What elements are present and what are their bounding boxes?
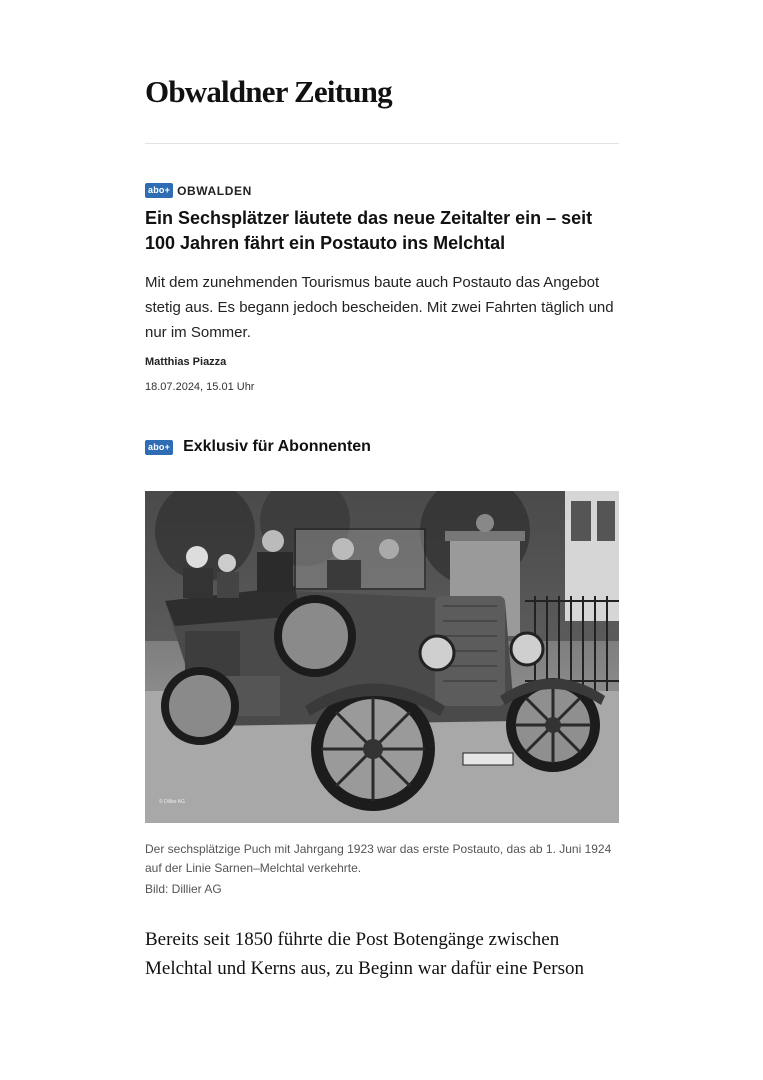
masthead-divider (145, 143, 619, 144)
abo-badge: abo+ (145, 183, 173, 198)
photo-watermark: © Dillier AG (159, 799, 185, 805)
exclusive-banner (145, 438, 371, 456)
exclusive-label: Exklusiv für Abonnenten (183, 438, 371, 455)
publish-date: 18.07.2024, 15.01 Uhr (145, 381, 255, 393)
masthead-logo[interactable]: Obwaldner Zeitung (145, 74, 392, 109)
article-body-paragraph: Bereits seit 1850 führte die Post Botengänge zwischen Melchtal und Kerns aus, zu Beginn war dafür eine Person (145, 929, 584, 979)
article-photo[interactable] (145, 491, 619, 823)
article-lead: Mit dem zunehmenden Tourismus baute auch Postauto das Angebot stetig aus. Es begann jedoch bescheiden. Mit zwei Fahrten täglich und nur im Sommer. (145, 274, 614, 341)
photo-caption: Der sechsplätzige Puch mit Jahrgang 1923 war das erste Postauto, das ab 1. Juni 1924 auf der Linie Sarnen–Melchtal verkehrte. (145, 842, 612, 875)
abo-badge-exclusive: abo+ (145, 440, 173, 455)
kicker-row (145, 183, 252, 198)
photo-credit: Bild: Dillier AG (145, 882, 222, 896)
article-headline: Ein Sechsplätzer läutete das neue Zeitalter ein – seit 100 Jahren fährt ein Postauto ins Melchtal (145, 208, 593, 253)
vintage-car-photo (145, 491, 619, 823)
section-kicker[interactable]: OBWALDEN (177, 183, 252, 198)
author-name[interactable]: Matthias Piazza (145, 356, 227, 368)
